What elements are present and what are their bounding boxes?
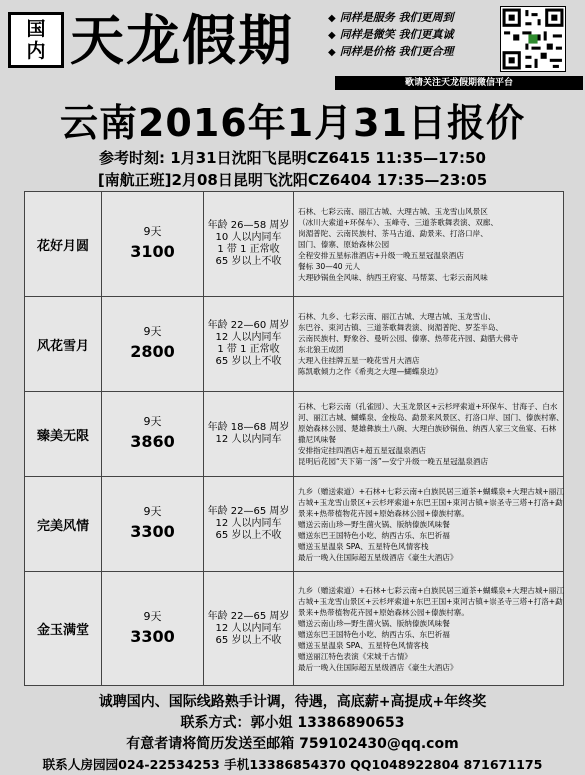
desc-line: 河、丽江古城、蝴蝶泉、金梭岛、勐景来风景区、打洛口岸、国门、傣族村寨、 [298, 413, 564, 422]
desc-line: 赠送东巴王国特色小吃、纳西古乐、东巴祈福 [298, 629, 450, 639]
desc-line: 赠送玉星温泉 SPA、五星特色风情客栈 [298, 640, 429, 650]
desc-line: 大理入住挂牌五星一晚花雪月大酒店 [298, 356, 420, 365]
desc-line: 撒尼风味餐 [298, 435, 336, 444]
package-price: 3100 [130, 242, 175, 261]
package-description [294, 392, 563, 476]
desc-line: 石林、七彩云南、丽江古城、大理古城、玉龙雪山风景区 [298, 206, 488, 216]
price-table [24, 191, 564, 686]
age-rule: 年龄 26—58 周岁 [207, 220, 290, 231]
package-name: 金玉满堂 [25, 572, 102, 685]
package-name: 风花雪月 [25, 297, 102, 391]
age-rule: 65 岁以上不收 [215, 356, 282, 367]
qr-code-graphic [501, 7, 565, 71]
age-rule: 年龄 18—68 周岁 [207, 422, 290, 433]
age-rule: 65 岁以上不收 [215, 634, 282, 646]
age-rule: 年龄 22—65 周岁 [207, 506, 290, 517]
package-days: 9天 [143, 609, 162, 623]
desc-line: 古城+玉龙雪山景区+云杉坪索道+东巴王国+束河古镇+崇圣寺三塔+打洛+勐 [298, 596, 563, 606]
desc-line: 云南民族村、野象谷、曼听公园、傣寨、热带花卉园、勐腊大佛寺 [298, 334, 519, 343]
age-rule: 1 带 1 正常收 [217, 344, 280, 355]
package-name: 臻美无限 [25, 392, 102, 476]
age-rule: 10 人以内同车 [215, 232, 282, 243]
age-rule: 12 人以内同车 [215, 434, 282, 445]
desc-line: 赠送丽江特色表演《宋城千古情》 [298, 651, 412, 661]
package-price: 3300 [130, 522, 175, 541]
desc-line: 古城+玉龙雪山景区+云杉坪索道+东巴王国+束河古镇+崇圣寺三塔+打洛+勐 [298, 497, 563, 507]
diamond-icon: ◆ [328, 30, 336, 41]
table-row [25, 192, 563, 297]
package-description [294, 572, 563, 685]
desc-line: 石林、九乡、七彩云南、丽江古城、大理古城、玉龙雪山、 [298, 312, 496, 321]
desc-line: 最后一晚入住国际超五星级酒店《豪生大酒店》 [298, 552, 458, 562]
package-age-rules [204, 297, 294, 391]
domestic-logo [8, 12, 64, 68]
desc-line: 陈凯歌倾力之作《希夷之大理—蝴蝶泉边》 [298, 367, 443, 376]
return-flight-time: [南航正班]2月08日昆明飞沈阳CZ6404 17:35—23:05 [97, 171, 488, 189]
wechat-tip: 歌请关注天龙假期微信平台 [335, 76, 583, 90]
diamond-icon: ◆ [328, 47, 336, 58]
logo-bottom-char: 内 [26, 40, 46, 62]
age-rule: 1 带 1 正常收 [217, 244, 280, 255]
desc-line: 餐标 30—40 元人 [298, 261, 361, 271]
table-row [25, 297, 563, 392]
package-price: 2800 [130, 342, 175, 361]
age-rule: 12 人以内同车 [215, 332, 282, 343]
desc-line: 东巴谷、束河古镇、三道茶歌舞表演、岗湄普陀、罗荃半岛、 [298, 323, 504, 332]
package-price-cell [102, 392, 204, 476]
package-description [294, 477, 563, 571]
desc-line: 赠送云南山珍—野生菌火锅、版纳傣族风味餐 [298, 519, 450, 529]
package-days: 9天 [143, 505, 162, 518]
package-price-cell [102, 297, 204, 391]
slogan-list [328, 10, 498, 61]
desc-line: 国门、傣寨、原始森林公园 [298, 239, 390, 249]
resume-email: 有意者请将简历发送至邮箱 759102430@qq.com [126, 736, 459, 752]
contact-phone-line: 联系人房园园024-22534253 手机13386854370 QQ1048922804 871671175 [42, 757, 543, 772]
recruitment-notice: 诚聘国内、国际线路熟手计调，待遇，高底薪+高提成+年终奖 [98, 694, 487, 710]
package-price-cell [102, 572, 204, 685]
package-age-rules [204, 572, 294, 685]
desc-line: 景来+热带植物花卉园+原始森林公园+傣族村寨。 [298, 607, 469, 617]
package-price: 3300 [130, 626, 175, 646]
qr-code-icon [500, 6, 566, 72]
age-rule: 65 岁以上不收 [215, 530, 282, 541]
desc-line: 九乡（赠送索道）+石林+七彩云南+白族民居三道茶+蝴蝶泉+大理古城+丽江 [298, 585, 564, 595]
package-name: 花好月圆 [25, 192, 102, 296]
logo-top-char: 国 [26, 18, 46, 40]
desc-line: 原始森林公园、楚雄彝族土八碗、大理白族砂锅鱼、纳西人家三文鱼宴、石林 [298, 424, 557, 433]
reference-flight-time: 参考时刻: 1月31日沈阳飞昆明CZ6415 11:35—17:50 [99, 149, 486, 167]
slogan-item: ◆ 同样是服务 我们更周到 [328, 11, 454, 24]
brand-name: 天龙假期 [70, 8, 294, 72]
table-row [25, 572, 563, 685]
desc-line: 最后一晚入住国际超五星级酒店《豪生大酒店》 [298, 662, 458, 672]
age-rule: 年龄 22—60 周岁 [207, 320, 290, 331]
package-name: 完美风情 [25, 477, 102, 571]
package-age-rules [204, 477, 294, 571]
contact-info: 联系方式：郭小姐 13386890653 [180, 715, 405, 731]
desc-line: 景来+热带植物花卉园+原始森林公园+傣族村寨。 [298, 508, 469, 518]
desc-line: 全程安排五星标准酒店+升级一晚五星冠温泉酒店 [298, 250, 464, 260]
diamond-icon: ◆ [328, 13, 336, 24]
desc-line: 大理砂锅鱼全风味、纳西王府宴、马帮菜、七彩云南风味 [298, 272, 488, 282]
desc-line: 九乡（赠送索道）+石林+七彩云南+白族民居三道茶+蝴蝶泉+大理古城+丽江 [298, 486, 564, 496]
age-rule: 65 岁以上不收 [215, 256, 282, 267]
package-age-rules [204, 392, 294, 476]
package-days: 9天 [143, 415, 162, 428]
age-rule: 12 人以内同车 [215, 518, 282, 529]
desc-line: 石林、七彩云南（孔雀园）、大玉龙景区+云杉坪索道+环保车、甘海子、白水 [298, 402, 558, 411]
table-row [25, 477, 563, 572]
package-price-cell [102, 477, 204, 571]
package-days: 9天 [143, 325, 162, 338]
desc-line: 赠送玉星温泉 SPA、五星特色风情客栈 [298, 541, 429, 551]
package-description [294, 297, 563, 391]
page-title: 云南2016年1月31日报价 [59, 101, 526, 145]
table-row [25, 392, 563, 477]
desc-line: 赠送云南山珍—野生菌火锅、版纳傣族风味餐 [298, 618, 450, 628]
package-description [294, 192, 563, 296]
desc-line: 安排指定挂四酒店+超五星冠温泉酒店 [298, 446, 426, 455]
header [0, 0, 585, 100]
age-rule: 年龄 22—65 周岁 [207, 610, 290, 622]
desc-line: 昆明后花园“天下第一汤”—安宁升级一晚五星冠温泉酒店 [298, 457, 489, 466]
desc-line: 岗湄普陀、云南民族村、茶马古道、勐景来、打洛口岸、 [298, 228, 488, 238]
package-days: 9天 [143, 225, 162, 238]
age-rule: 12 人以内同车 [215, 622, 282, 634]
slogan-item: ◆ 同样是价格 我们更合理 [328, 45, 454, 58]
desc-line: 赠送东巴王国特色小吃、纳西古乐、东巴祈福 [298, 530, 450, 540]
desc-line: 东北狼王成团 [298, 345, 344, 354]
package-age-rules [204, 192, 294, 296]
package-price-cell [102, 192, 204, 296]
slogan-item: ◆ 同样是微笑 我们更真诚 [328, 28, 454, 41]
desc-line: （冰川大索道+环保车）、玉峰寺、三道茶歌舞表演、双廊、 [298, 217, 498, 227]
package-price: 3860 [130, 432, 175, 451]
